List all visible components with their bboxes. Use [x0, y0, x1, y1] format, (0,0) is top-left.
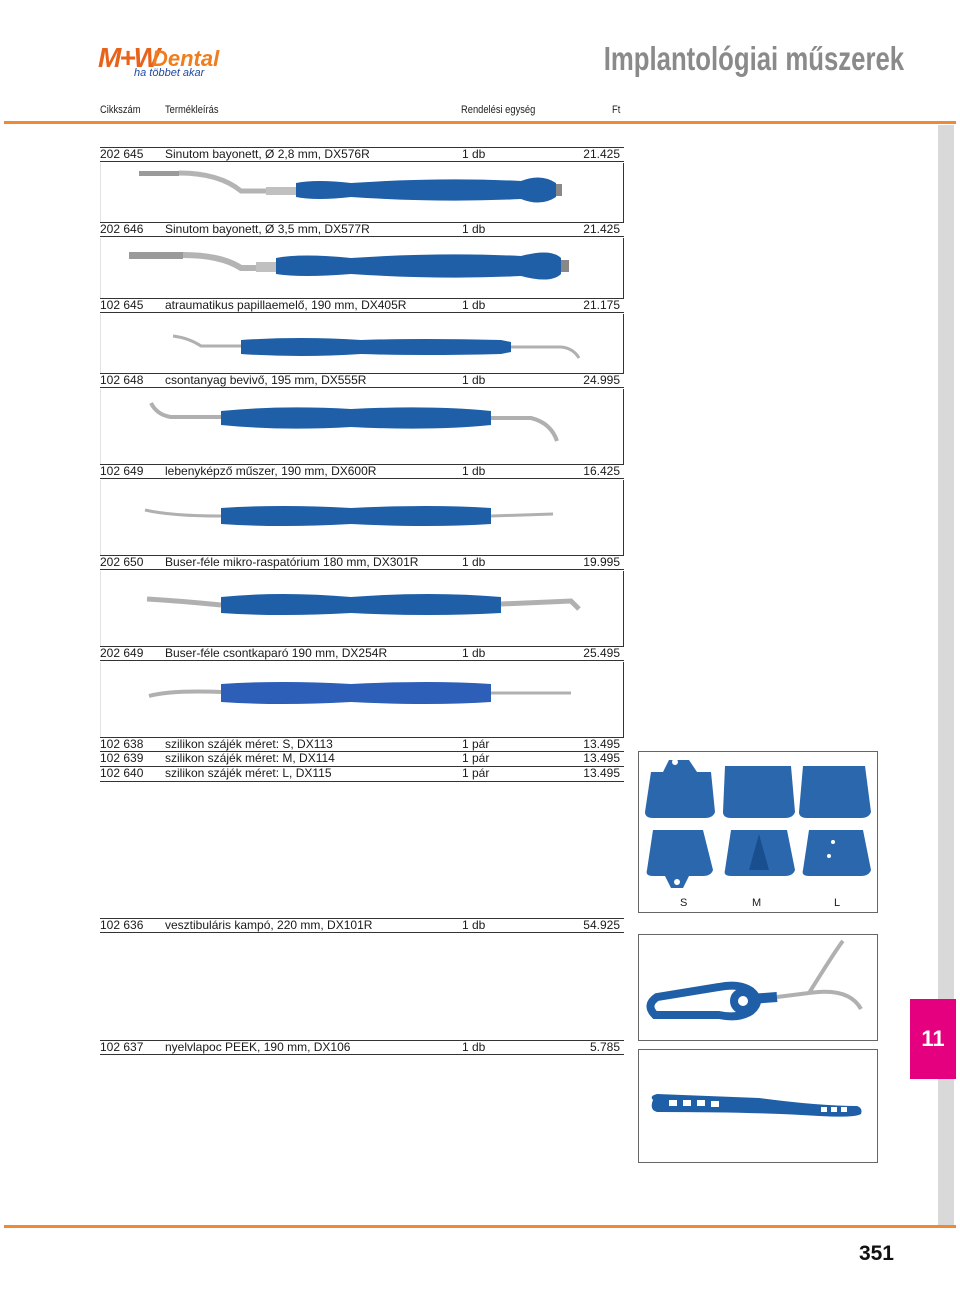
table-row: 102 640 szilikon szájék méret: L, DX115 1 pár 13.495 — [100, 767, 624, 782]
page-number: 351 — [858, 1242, 894, 1265]
product-image-sinutom-35 — [100, 238, 624, 298]
table-row: 202 645 Sinutom bayonett, Ø 2,8 mm, DX576R 1 db 21.425 — [100, 147, 624, 162]
product-image-papilla-elevator — [100, 314, 624, 373]
chapter-tab: 11 — [910, 999, 956, 1079]
table-row: 102 649 lebenyképző műszer, 190 mm, DX600R 1 db 16.425 — [100, 464, 624, 479]
product-image-sinutom-28 — [100, 163, 624, 222]
table-row: 102 645 atraumatikus papillaemelő, 190 mm, DX405R 1 db 21.175 — [100, 298, 624, 313]
table-row: 202 646 Sinutom bayonett, Ø 3,5 mm, DX577R 1 db 21.425 — [100, 222, 624, 237]
product-image-micro-raspatory — [100, 571, 624, 646]
size-label-m: M — [752, 897, 762, 909]
brand-logo — [98, 42, 228, 82]
footer-divider — [4, 1225, 956, 1228]
size-label-l: L — [834, 897, 841, 909]
product-image-tongue-depressor — [638, 1049, 878, 1163]
table-row: 202 649 Buser-féle csontkaparó 190 mm, DX254R 1 db 25.495 — [100, 646, 624, 661]
table-row: 102 636 vesztibuláris kampó, 220 mm, DX101R 1 db 54.925 — [100, 918, 624, 933]
table-row: 102 639 szilikon szájék méret: M, DX114 1 pár 13.495 — [100, 752, 624, 767]
page-title: Implantológiai műszerek — [603, 40, 904, 77]
product-image-bite-blocks — [638, 751, 878, 913]
table-row: 202 650 Buser-féle mikro-raspatórium 180 mm, DX301R 1 db 19.995 — [100, 555, 624, 570]
column-header-unit: Rendelési egység — [461, 104, 536, 116]
column-header-description: Termékleírás — [165, 104, 219, 116]
logo-mw: M+W — [98, 42, 159, 73]
header-divider — [4, 121, 956, 124]
logo-tagline: ha többet akar — [134, 67, 205, 79]
size-label-s: S — [680, 897, 688, 909]
product-image-bone-scraper — [100, 662, 624, 737]
column-header-price: Ft — [612, 104, 621, 116]
product-image-flap-instrument — [100, 480, 624, 555]
table-row: 102 648 csontanyag bevivő, 195 mm, DX555R 1 db 24.995 — [100, 373, 624, 388]
table-row: 102 637 nyelvlapoc PEEK, 190 mm, DX106 1 db 5.785 — [100, 1040, 624, 1055]
product-image-bone-carrier — [100, 389, 624, 464]
product-image-vestibular-hook — [638, 934, 878, 1041]
table-row: 102 638 szilikon szájék méret: S, DX113 1 pár 13.495 — [100, 737, 624, 752]
logo-dental: Dental — [152, 46, 220, 71]
column-header-code: Cikkszám — [100, 104, 141, 116]
